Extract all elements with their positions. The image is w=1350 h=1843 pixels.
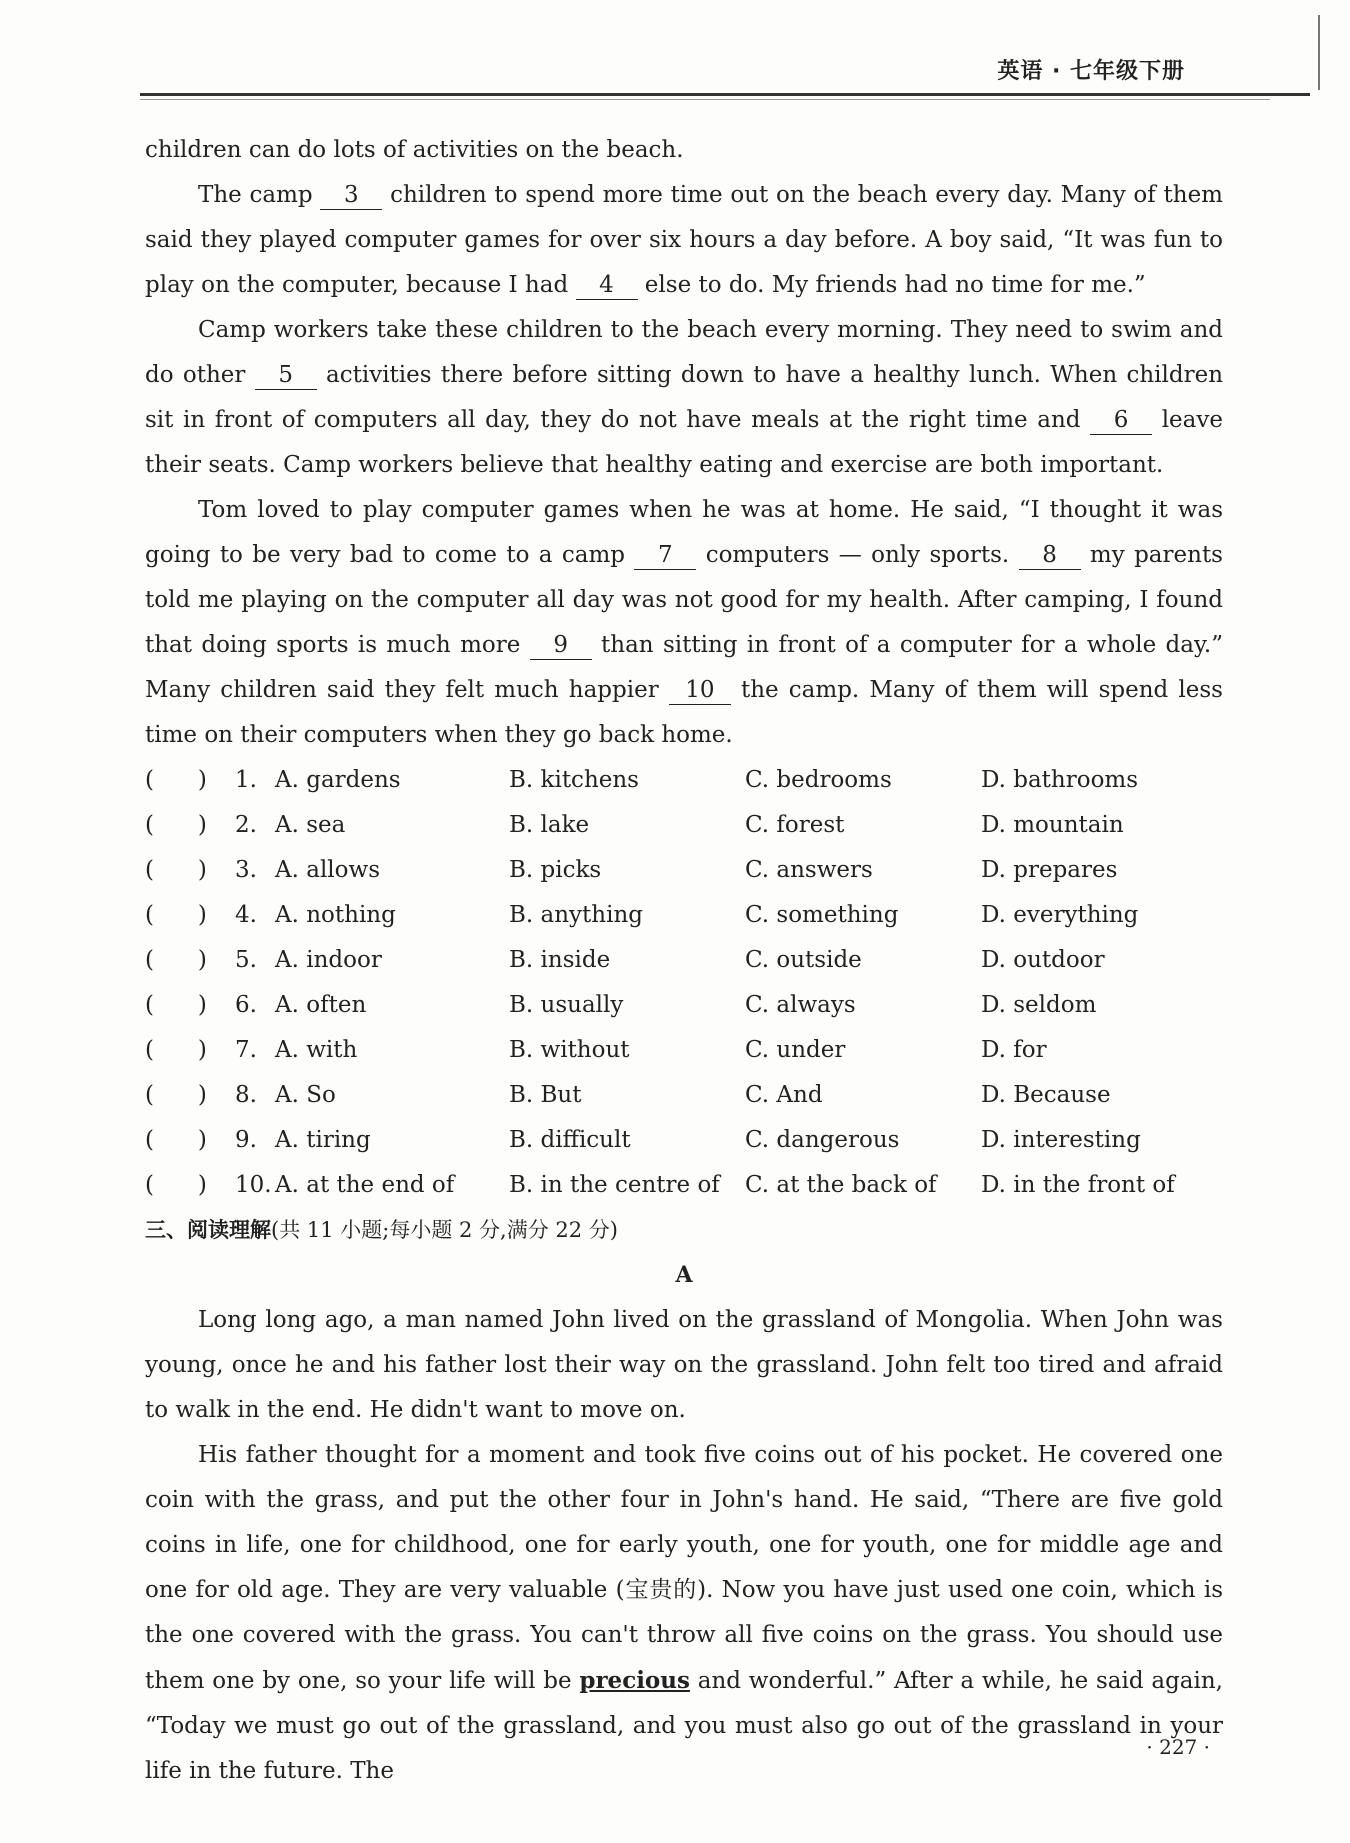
section-note: (共 11 小题;每小题 2 分,满分 22 分)	[271, 1218, 618, 1242]
passage-letter: A	[675, 1262, 693, 1288]
text-run: and wonderful.” After a while, he said again, “Today we must go out of the grassland, and you must also go out of the grassland in your life in the future. The	[145, 1668, 1223, 1784]
section-heading: 三、阅读理解	[145, 1218, 271, 1242]
question-number: 7.	[235, 1037, 257, 1063]
option-a: A. often	[275, 992, 367, 1018]
option-d: D. seldom	[981, 992, 1097, 1018]
option-row-10	[145, 1163, 1223, 1208]
cloze-paragraph-1	[145, 173, 1223, 308]
cloze-paragraph-0: children can do lots of activities on the beach.	[145, 137, 684, 163]
option-a: A. with	[275, 1037, 358, 1063]
option-a: A. So	[275, 1082, 336, 1108]
text-run: my parents told me playing on the computer all day was not good for my health. After camping, I found that doing sports is much more	[145, 542, 1223, 658]
text-run: Camp workers take these children to the beach every morning. They need to swim and do other	[145, 317, 1223, 388]
question-number: 10.	[235, 1172, 272, 1198]
answer-parentheses[interactable]: ( )	[145, 947, 207, 973]
option-d: D. bathrooms	[981, 767, 1139, 793]
answer-parentheses[interactable]: ( )	[145, 857, 207, 883]
option-b: B. kitchens	[509, 767, 639, 793]
option-b: B. inside	[509, 947, 611, 973]
text-run: the camp. Many of them will spend less time on their computers when they go back home.	[145, 677, 1223, 748]
blank-7: 7	[634, 541, 696, 570]
blank-3: 3	[320, 181, 382, 210]
cloze-paragraph-3	[145, 488, 1223, 758]
option-a: A. nothing	[275, 902, 396, 928]
option-c: C. something	[745, 902, 899, 928]
text-run: else to do. My friends had no time for me.”	[637, 272, 1146, 298]
blank-8: 8	[1019, 541, 1081, 570]
option-d: D. interesting	[981, 1127, 1141, 1153]
answer-parentheses[interactable]: ( )	[145, 767, 207, 793]
option-c: C. dangerous	[745, 1127, 900, 1153]
option-row-5	[145, 938, 1223, 983]
header-title: 英语 · 七年级下册	[997, 59, 1185, 84]
option-row-3	[145, 848, 1223, 893]
option-b: B. in the centre of	[509, 1172, 720, 1198]
question-number: 2.	[235, 812, 257, 838]
option-d: D. in the front of	[981, 1172, 1175, 1198]
option-a: A. allows	[275, 857, 380, 883]
text-run: His father thought for a moment and took five coins out of his pocket. He covered one coin with the grass, and put the other four in John's hand. He said, “There are five gold coins in life, one for childhood, one for early youth, one for youth, one for middle age and one for old age. They are very valuable (宝贵的). Now you have just used one coin, which is the one covered with the grass. You can't throw all five coins on the grass. You should use them one by one, so your life will be	[145, 1442, 1223, 1694]
question-number: 6.	[235, 992, 257, 1018]
passage-paragraph-1: Long long ago, a man named John lived on the grassland of Mongolia. When John was young, once he and his father lost their way on the grassland. John felt too tired and afraid to walk in the end. He didn't want to move on.	[145, 1307, 1223, 1423]
option-b: B. difficult	[509, 1127, 631, 1153]
option-b: B. lake	[509, 812, 590, 838]
option-d: D. prepares	[981, 857, 1118, 883]
option-b: B. without	[509, 1037, 630, 1063]
blank-6: 6	[1090, 406, 1152, 435]
answer-parentheses[interactable]: ( )	[145, 1127, 207, 1153]
page-number: · 227 ·	[1146, 1735, 1210, 1759]
answer-parentheses[interactable]: ( )	[145, 992, 207, 1018]
option-b: B. But	[509, 1082, 582, 1108]
header-rule	[140, 93, 1310, 96]
option-d: D. for	[981, 1037, 1047, 1063]
option-row-8	[145, 1073, 1223, 1118]
option-row-2	[145, 803, 1223, 848]
question-number: 3.	[235, 857, 257, 883]
page-content	[145, 128, 1223, 1794]
text-run: The camp	[198, 182, 321, 208]
option-row-9	[145, 1118, 1223, 1163]
option-c: C. always	[745, 992, 856, 1018]
option-a: A. tiring	[275, 1127, 371, 1153]
option-a: A. indoor	[275, 947, 382, 973]
option-a: A. sea	[275, 812, 346, 838]
option-b: B. anything	[509, 902, 643, 928]
answer-parentheses[interactable]: ( )	[145, 1037, 207, 1063]
page-header	[140, 50, 1310, 96]
cloze-paragraph-2	[145, 308, 1223, 488]
section-title	[145, 1208, 1223, 1253]
option-row-6	[145, 983, 1223, 1028]
option-b: B. usually	[509, 992, 624, 1018]
text-run: children to spend more time out on the beach every day. Many of them said they played computer games for over six hours a day before. A boy said, “It was fun to play on the computer, because I had	[145, 182, 1223, 298]
option-row-4	[145, 893, 1223, 938]
option-c: C. under	[745, 1037, 846, 1063]
option-d: D. mountain	[981, 812, 1124, 838]
option-c: C. at the back of	[745, 1172, 937, 1198]
option-a: A. gardens	[275, 767, 401, 793]
option-c: C. And	[745, 1082, 823, 1108]
question-number: 5.	[235, 947, 257, 973]
options-list	[145, 758, 1223, 1208]
blank-10: 10	[669, 676, 731, 705]
question-number: 9.	[235, 1127, 257, 1153]
text-run: activities there before sitting down to have a healthy lunch. When children sit in front of computers all day, they do not have meals at the right time and	[145, 362, 1224, 433]
answer-parentheses[interactable]: ( )	[145, 812, 207, 838]
option-c: C. forest	[745, 812, 845, 838]
blank-4: 4	[576, 271, 638, 300]
question-number: 8.	[235, 1082, 257, 1108]
answer-parentheses[interactable]: ( )	[145, 1082, 207, 1108]
header-rule-thin	[140, 99, 1270, 100]
answer-parentheses[interactable]: ( )	[145, 1172, 207, 1198]
key-word: precious	[579, 1667, 690, 1694]
option-c: C. outside	[745, 947, 862, 973]
option-a: A. at the end of	[275, 1172, 455, 1198]
option-row-7	[145, 1028, 1223, 1073]
blank-5: 5	[255, 361, 317, 390]
text-run: Tom loved to play computer games when he was at home. He said, “I thought it was going to be very bad to come to a camp	[145, 497, 1223, 568]
blank-9: 9	[530, 631, 592, 660]
option-c: C. bedrooms	[745, 767, 892, 793]
text-run: computers — only sports.	[696, 542, 1019, 568]
option-c: C. answers	[745, 857, 873, 883]
option-d: D. outdoor	[981, 947, 1105, 973]
option-d: D. Because	[981, 1082, 1111, 1108]
page-edge-line	[1318, 15, 1320, 90]
question-number: 1.	[235, 767, 257, 793]
question-number: 4.	[235, 902, 257, 928]
answer-parentheses[interactable]: ( )	[145, 902, 207, 928]
option-b: B. picks	[509, 857, 602, 883]
passage-paragraph-2	[145, 1433, 1223, 1794]
option-d: D. everything	[981, 902, 1139, 928]
text-run: leave their seats. Camp workers believe that healthy eating and exercise are both important.	[145, 407, 1223, 478]
text-run: than sitting in front of a computer for a whole day.” Many children said they felt much happier	[145, 632, 1223, 703]
option-row-1	[145, 758, 1223, 803]
